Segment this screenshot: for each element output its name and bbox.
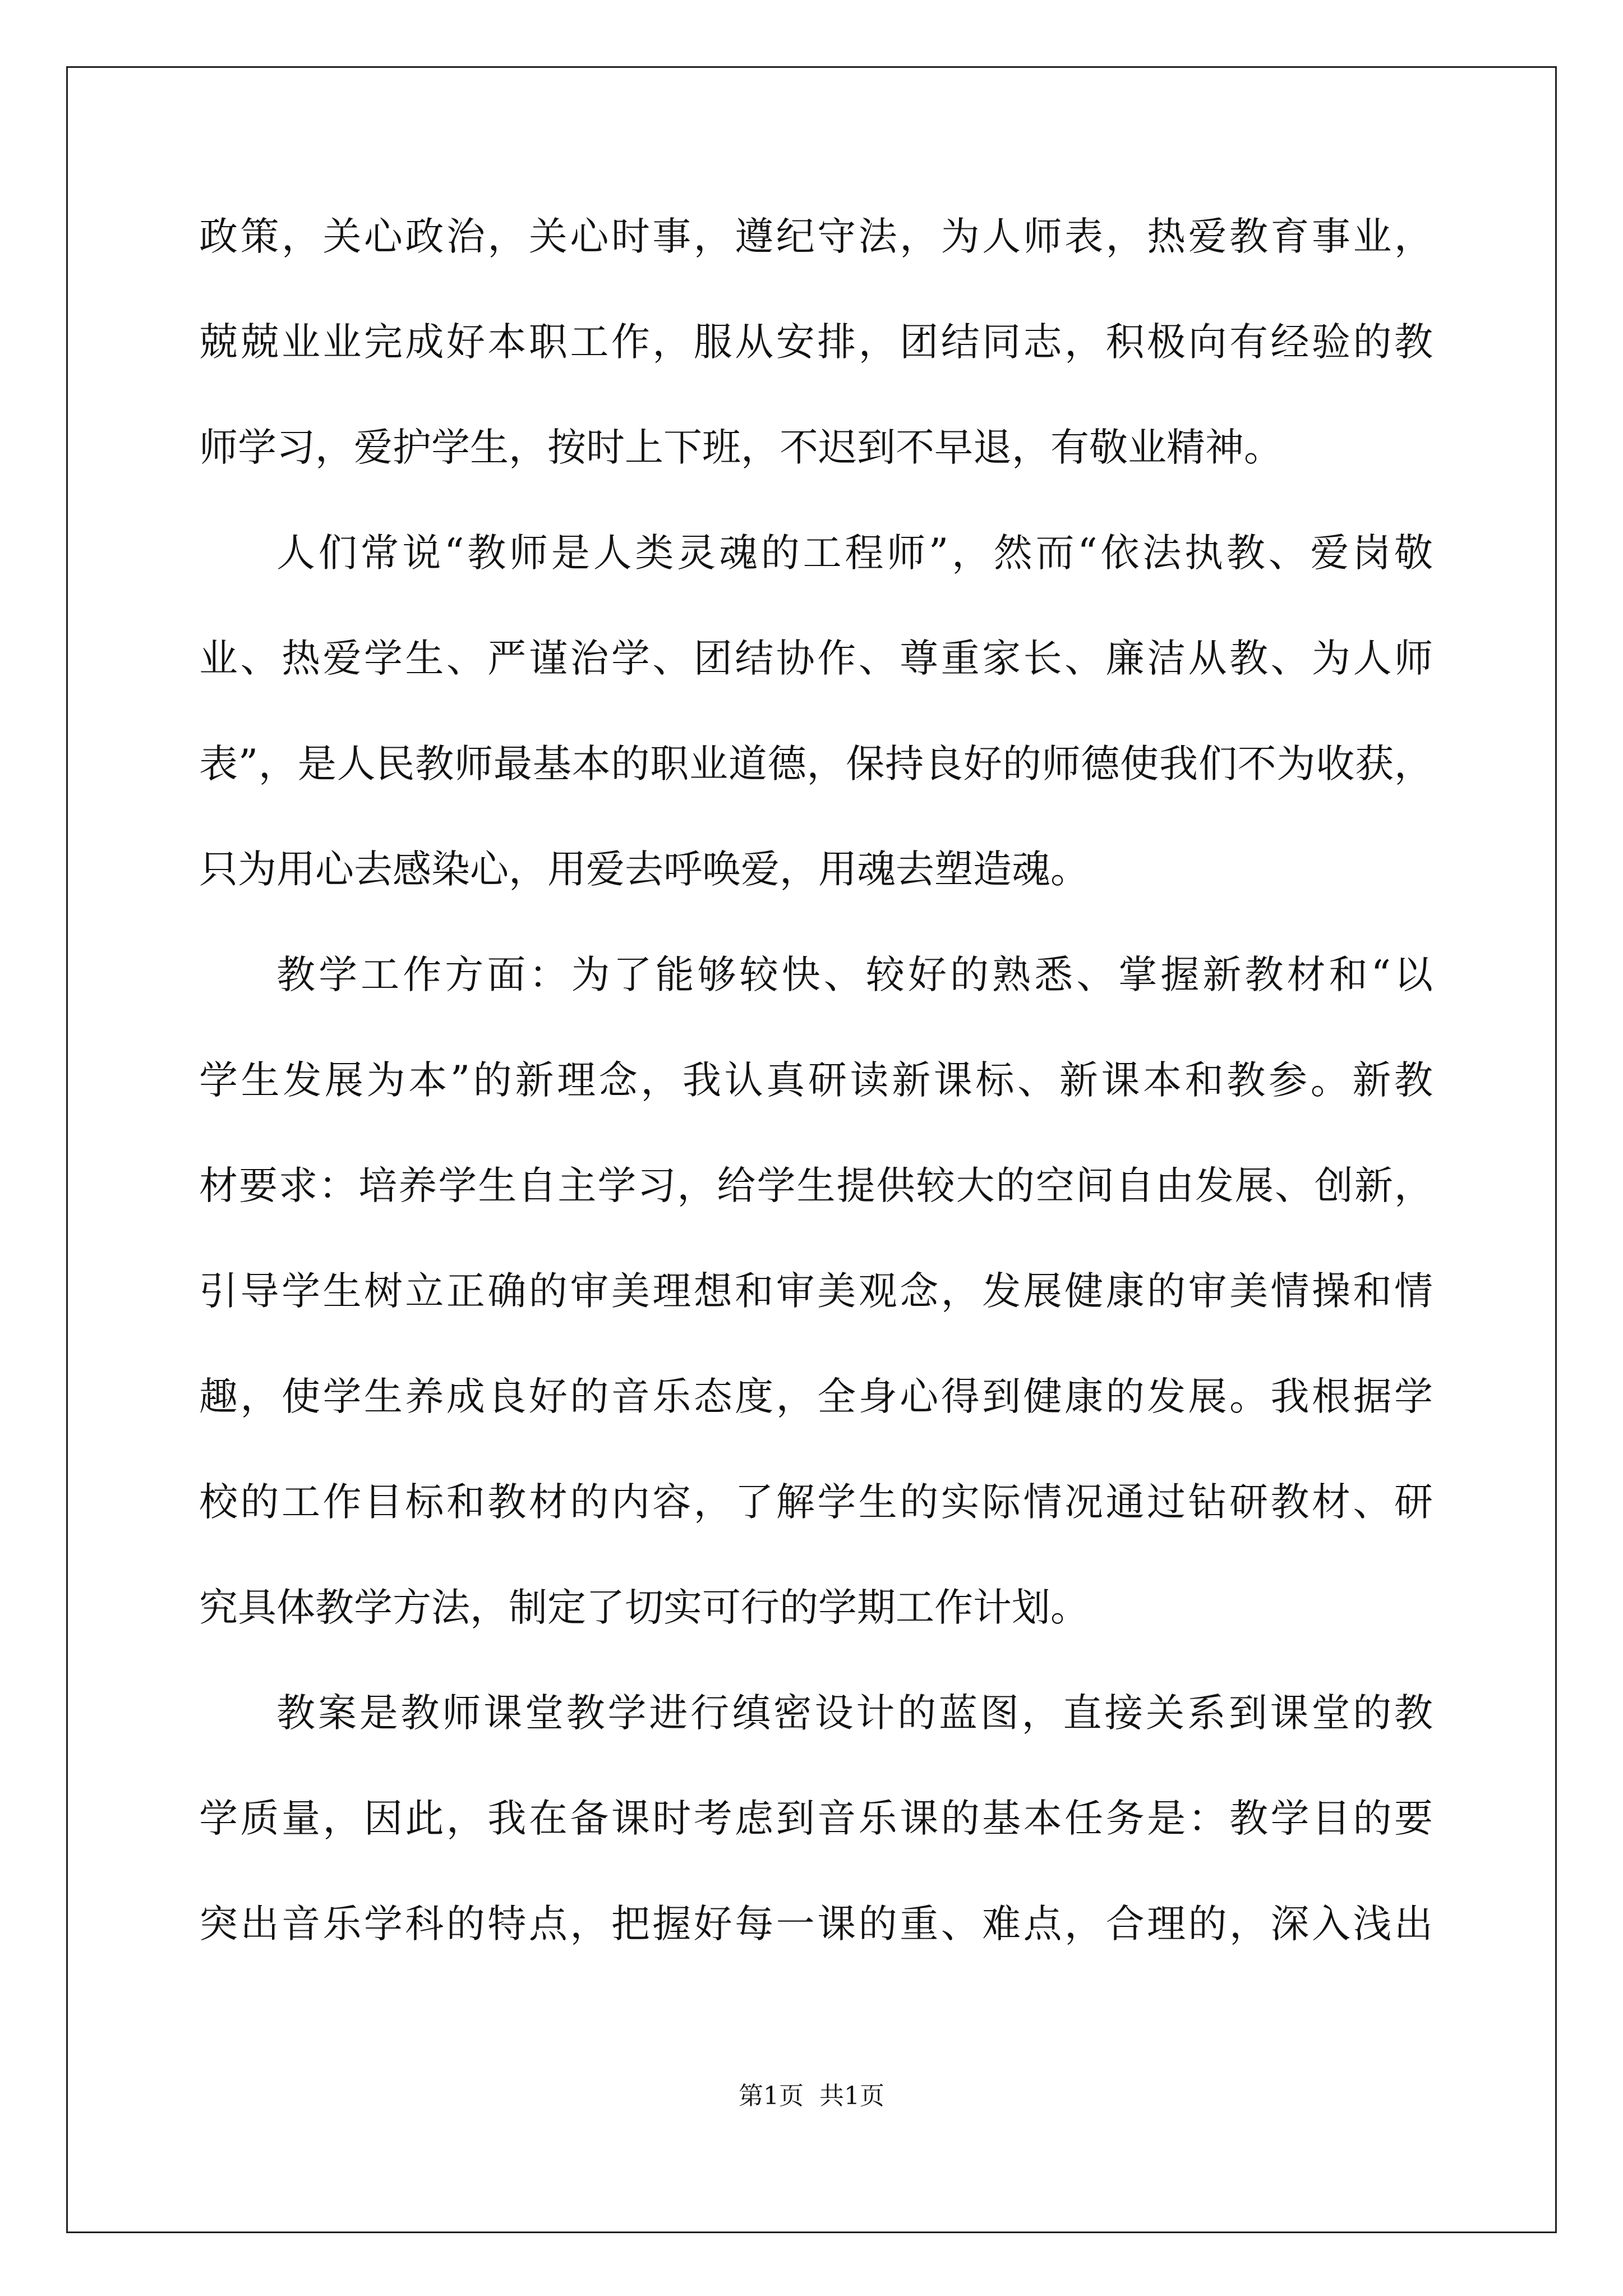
text-line: 人们常说“教师是人类灵魂的工程师”，然而“依法执教、爱岗敬: [276, 531, 1433, 576]
text-line: 校的工作目标和教材的内容，了解学生的实际情况通过钻研教材、研: [199, 1480, 1433, 1525]
text-line: 教案是教师课堂教学进行缜密设计的蓝图，直接关系到课堂的教: [276, 1691, 1433, 1736]
text-line: 业、热爱学生、严谨治学、团结协作、尊重家长、廉洁从教、为人师: [199, 636, 1433, 681]
document-body: [199, 184, 1433, 1977]
text-line: 只为用心去感染心，用爱去呼唤爱，用魂去塑造魂。: [199, 847, 1089, 892]
text-line: 表”，是人民教师最基本的职业道德，保持良好的师德使我们不为收获，: [199, 742, 1433, 786]
text-line: 材要求：培养学生自主学习，给学生提供较大的空间自由发展、创新，: [199, 1163, 1433, 1208]
text-line: 兢兢业业完成好本职工作，服从安排，团结同志，积极向有经验的教: [199, 320, 1433, 365]
text-line: 师学习，爱护学生，按时上下班，不迟到不早退，有敬业精神。: [199, 425, 1283, 470]
page-total: 共1页: [819, 2082, 884, 2110]
page-number: 第1页: [739, 2082, 804, 2110]
page-footer: [0, 2076, 1623, 2111]
text-line: 引导学生树立正确的审美理想和审美观念，发展健康的审美情操和情: [199, 1269, 1433, 1314]
text-line: 趣，使学生养成良好的音乐态度，全身心得到健康的发展。我根据学: [199, 1374, 1433, 1419]
text-line: 政策，关心政治，关心时事，遵纪守法，为人师表，热爱教育事业，: [199, 214, 1433, 259]
text-line: 学质量，因此，我在备课时考虑到音乐课的基本任务是：教学目的要: [199, 1796, 1433, 1841]
text-line: 究具体教学方法，制定了切实可行的学期工作计划。: [199, 1585, 1089, 1630]
text-line: 教学工作方面：为了能够较快、较好的熟悉、掌握新教材和“以: [276, 953, 1433, 997]
text-line: 学生发展为本”的新理念，我认真研读新课标、新课本和教参。新教: [199, 1058, 1433, 1103]
text-line: 突出音乐学科的特点，把握好每一课的重、难点，合理的，深入浅出: [199, 1902, 1433, 1947]
